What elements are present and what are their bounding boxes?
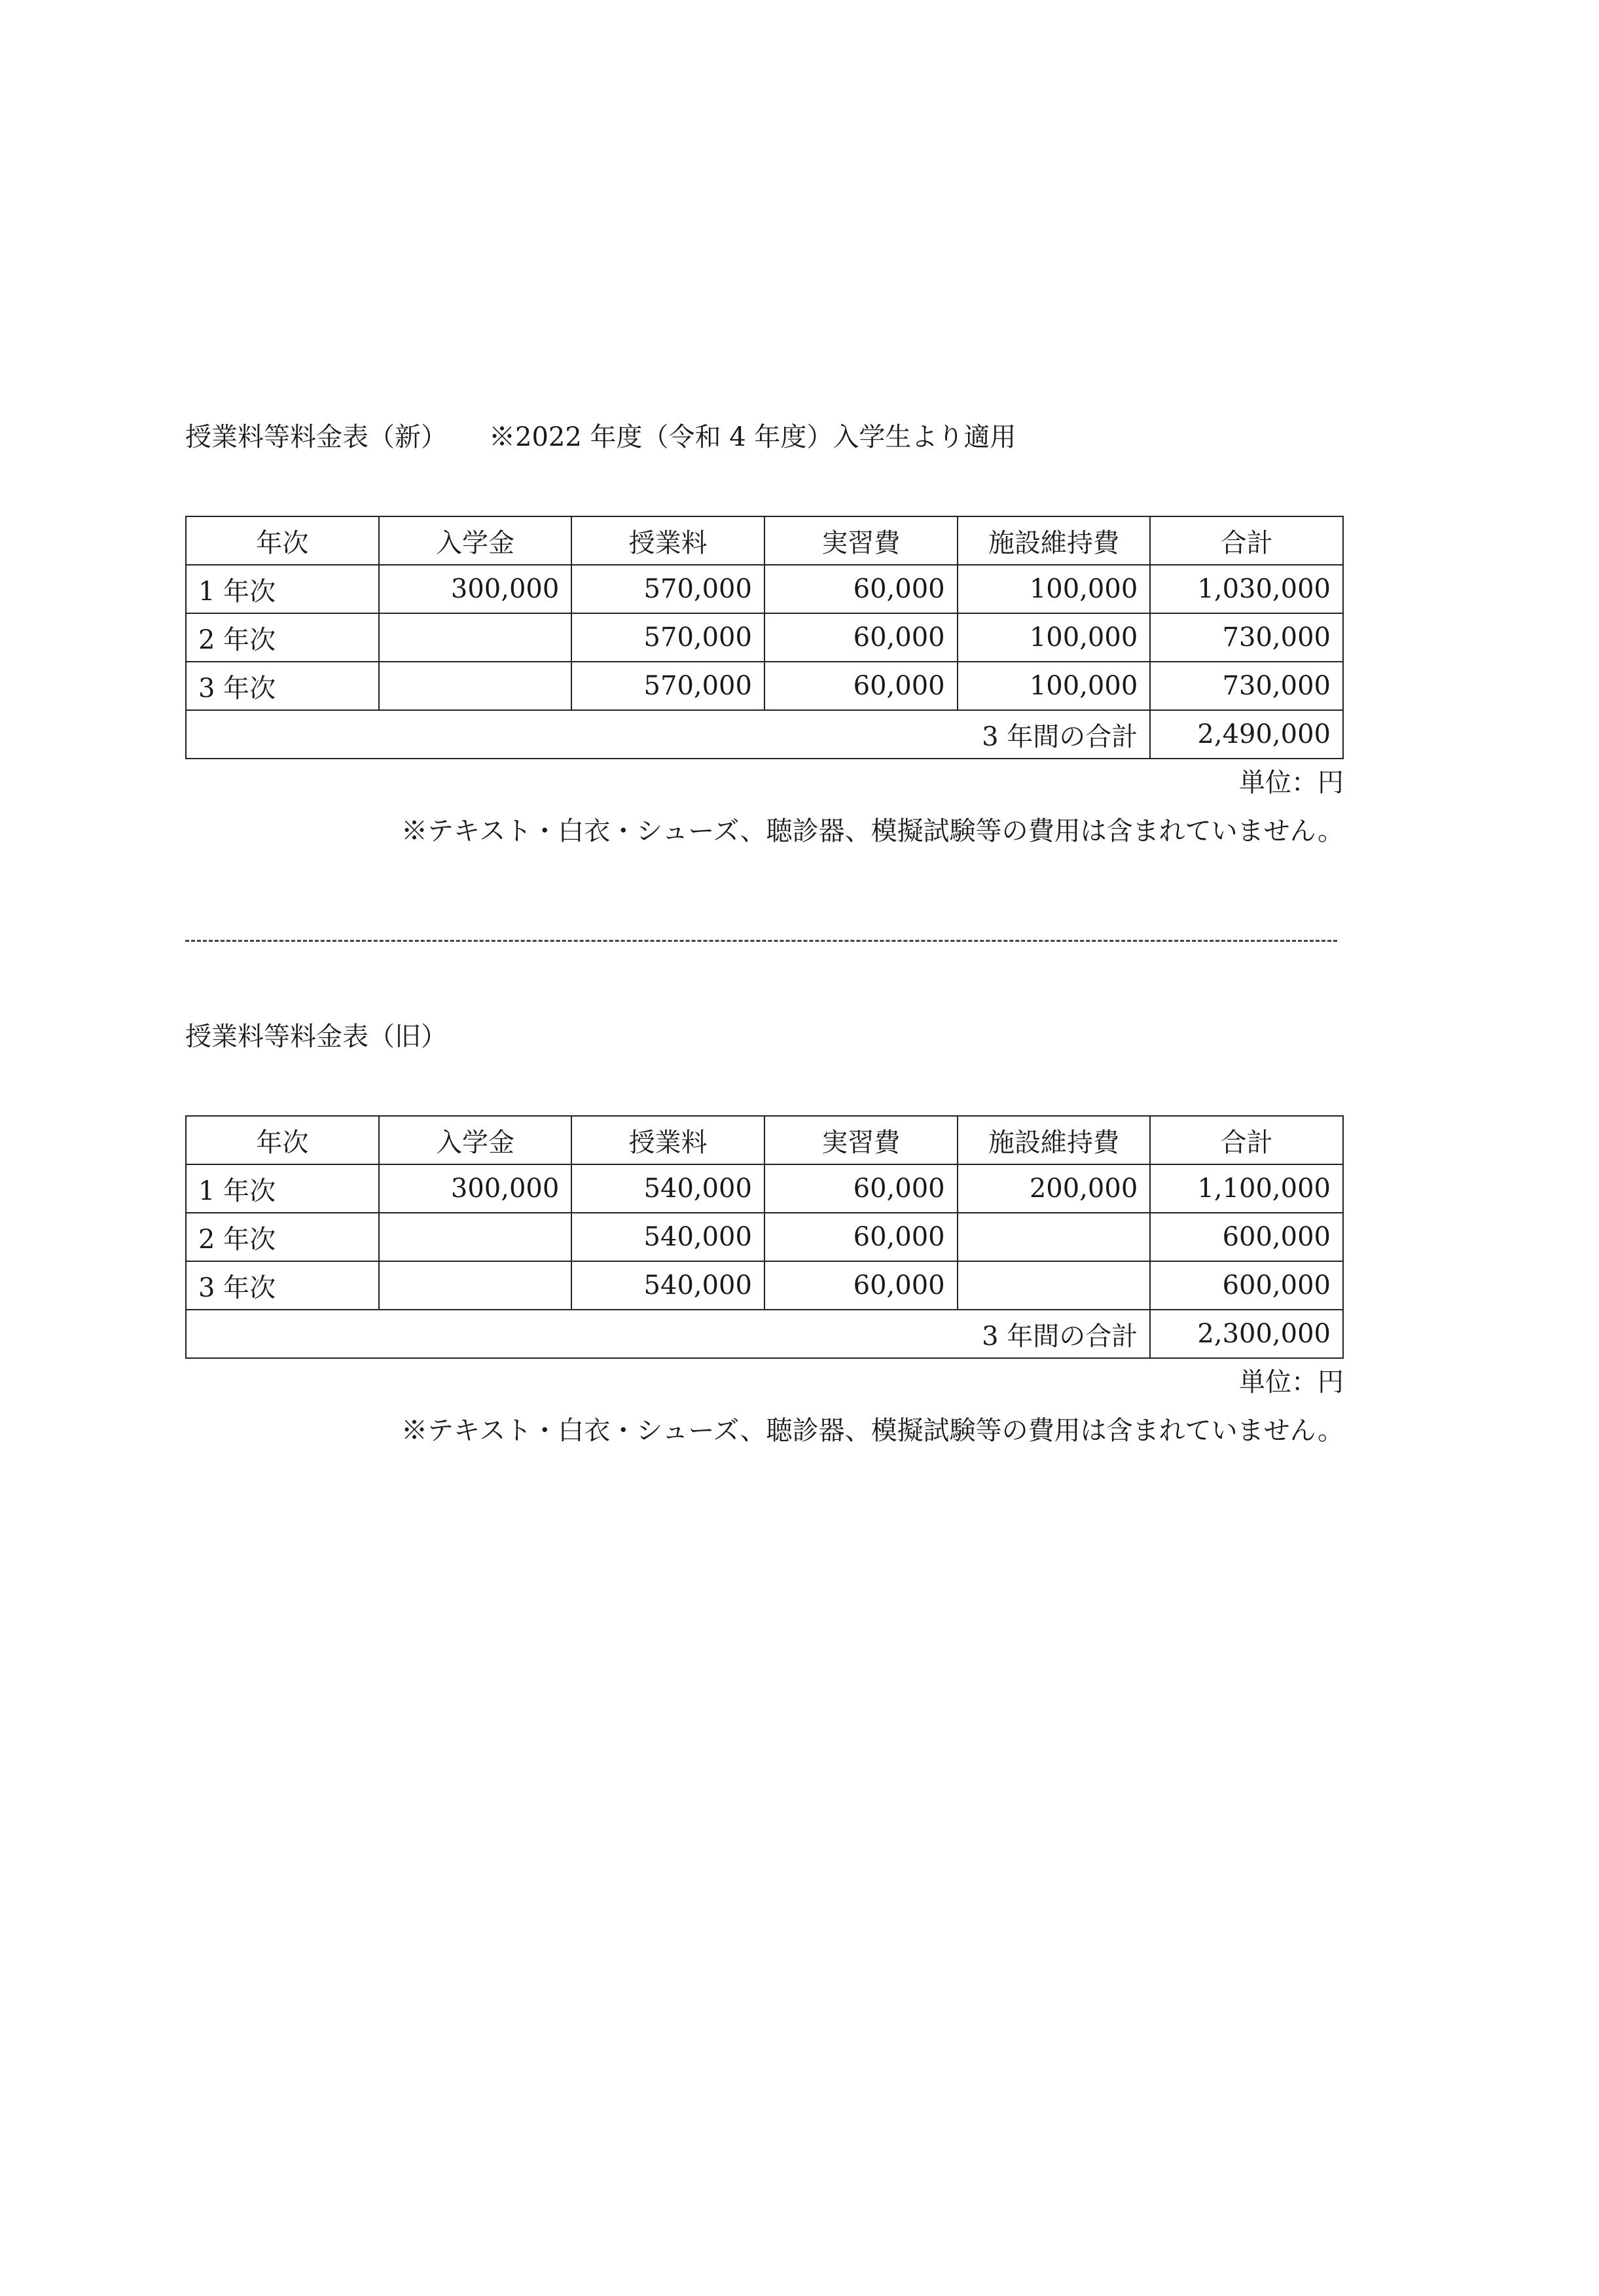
unit-label: 単位：円 [1239, 1367, 1344, 1397]
cell-facility-fee: 100,000 [958, 565, 1151, 613]
exclusion-remark: ※テキスト・白衣・シューズ、聴診器、模擬試験等の費用は含まれていません。 [401, 1416, 1344, 1446]
new-fee-title: 授業料等料金表（新） [185, 422, 447, 452]
old-fee-section [185, 1018, 1344, 1477]
table-row [186, 1164, 1343, 1213]
cell-admission-fee: 300,000 [379, 1164, 572, 1213]
cell-total: 730,000 [1150, 613, 1343, 662]
cell-facility-fee: 100,000 [958, 613, 1151, 662]
cell-year: 3 年次 [186, 662, 379, 710]
table-row [186, 565, 1343, 613]
cell-practicum-fee: 60,000 [764, 1164, 958, 1213]
cell-facility-fee: 200,000 [958, 1164, 1151, 1213]
cell-year: 2 年次 [186, 1213, 379, 1261]
new-fee-title-line [185, 419, 1344, 456]
section-divider [185, 940, 1337, 942]
total-value: 2,490,000 [1150, 710, 1343, 759]
table-row [186, 1261, 1343, 1310]
old-fee-title: 授業料等料金表（旧） [185, 1022, 447, 1052]
total-label: 3 年間の合計 [186, 710, 1150, 759]
header-year: 年次 [186, 1116, 379, 1164]
cell-admission-fee [379, 1261, 572, 1310]
cell-facility-fee: 100,000 [958, 662, 1151, 710]
total-value: 2,300,000 [1150, 1310, 1343, 1358]
unit-label: 単位：円 [1239, 768, 1344, 798]
cell-admission-fee [379, 613, 572, 662]
header-admission-fee: 入学金 [379, 1116, 572, 1164]
cell-year: 1 年次 [186, 565, 379, 613]
table-header-row [186, 516, 1343, 565]
cell-practicum-fee: 60,000 [764, 613, 958, 662]
header-total: 合計 [1150, 516, 1343, 565]
cell-admission-fee: 300,000 [379, 565, 572, 613]
cell-total: 1,030,000 [1150, 565, 1343, 613]
header-facility-fee: 施設維持費 [958, 1116, 1151, 1164]
cell-admission-fee [379, 662, 572, 710]
cell-facility-fee [958, 1261, 1151, 1310]
header-admission-fee: 入学金 [379, 516, 572, 565]
new-fee-applicability-note: ※2022 年度（令和 4 年度）入学生より適用 [489, 422, 1016, 452]
cell-practicum-fee: 60,000 [764, 565, 958, 613]
header-facility-fee: 施設維持費 [958, 516, 1151, 565]
header-practicum-fee: 実習費 [764, 1116, 958, 1164]
header-tuition: 授業料 [571, 516, 764, 565]
cell-practicum-fee: 60,000 [764, 662, 958, 710]
table-header-row [186, 1116, 1343, 1164]
cell-tuition: 570,000 [571, 565, 764, 613]
old-fee-table [185, 1115, 1344, 1359]
cell-total: 730,000 [1150, 662, 1343, 710]
header-year: 年次 [186, 516, 379, 565]
cell-tuition: 570,000 [571, 662, 764, 710]
cell-admission-fee [379, 1213, 572, 1261]
table-row [186, 662, 1343, 710]
cell-facility-fee [958, 1213, 1151, 1261]
cell-total: 600,000 [1150, 1213, 1343, 1261]
cell-tuition: 570,000 [571, 613, 764, 662]
table-total-row [186, 710, 1343, 759]
cell-practicum-fee: 60,000 [764, 1261, 958, 1310]
new-fee-section [185, 419, 1344, 877]
cell-year: 1 年次 [186, 1164, 379, 1213]
table-row [186, 1213, 1343, 1261]
cell-year: 3 年次 [186, 1261, 379, 1310]
table-total-row [186, 1310, 1343, 1358]
header-total: 合計 [1150, 1116, 1343, 1164]
cell-tuition: 540,000 [571, 1213, 764, 1261]
table-row [186, 613, 1343, 662]
cell-practicum-fee: 60,000 [764, 1213, 958, 1261]
cell-tuition: 540,000 [571, 1261, 764, 1310]
cell-tuition: 540,000 [571, 1164, 764, 1213]
new-fee-table [185, 516, 1344, 759]
cell-year: 2 年次 [186, 613, 379, 662]
cell-total: 600,000 [1150, 1261, 1343, 1310]
exclusion-remark: ※テキスト・白衣・シューズ、聴診器、模擬試験等の費用は含まれていません。 [401, 816, 1344, 846]
header-tuition: 授業料 [571, 1116, 764, 1164]
cell-total: 1,100,000 [1150, 1164, 1343, 1213]
header-practicum-fee: 実習費 [764, 516, 958, 565]
total-label: 3 年間の合計 [186, 1310, 1150, 1358]
